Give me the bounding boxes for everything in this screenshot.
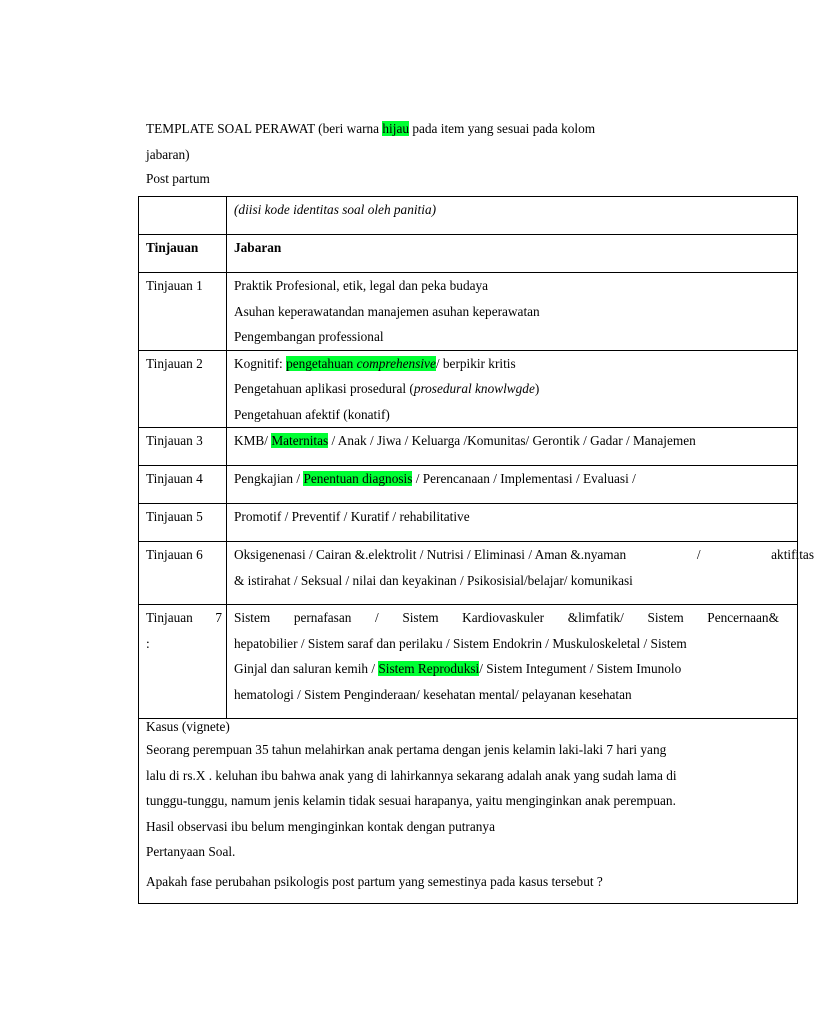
t1-line-2: Asuhan keperawatandan manajemen asuhan keperawatan: [234, 303, 540, 319]
t2-berpikir: / berpikir kritis: [435, 355, 516, 371]
soal-table: [138, 196, 814, 904]
t2-highlight: [286, 356, 436, 371]
tinjauan-5-label: Tinjauan 5: [139, 504, 227, 542]
tinjauan-1-row: [139, 273, 798, 351]
pertanyaan-label: Pertanyaan Soal.: [146, 844, 236, 859]
heading-text-b: pada item yang sesuai pada kolom: [409, 121, 596, 136]
tinjauan-3-row: [139, 428, 798, 466]
tinjauan-1-content: [227, 273, 798, 351]
t3-pre: KMB/: [234, 433, 272, 448]
pertanyaan-text: Apakah fase perubahan psikologis post partum yang semestinya pada kasus tersebut ?: [146, 873, 603, 889]
tinjauan-7-row: [139, 605, 798, 719]
t4-highlight-diagnosis: Penentuan diagnosis: [303, 471, 413, 486]
t6-l1-c: aktifitas: [771, 547, 814, 562]
tinjauan-4-row: [139, 466, 798, 504]
tinjauan-4-label: Tinjauan 4: [139, 466, 227, 504]
kasus-cell: [139, 719, 798, 904]
t2-line-3: Pengetahuan afektif (konatif): [234, 406, 390, 422]
t7-label-line: [146, 605, 222, 631]
t7-w5: &limfatik/: [567, 610, 624, 625]
t1-line-3: Pengembangan professional: [234, 329, 384, 344]
topic-post-partum: Post partum: [146, 171, 210, 186]
id-note: (diisi kode identitas soal oleh panitia): [227, 197, 798, 235]
heading-highlight-hijau: hijau: [382, 121, 409, 136]
t2-l2-post: ): [534, 381, 540, 396]
tinjauan-3-label: Tinjauan 3: [139, 428, 227, 466]
tinjauan-6-label: Tinjauan 6: [139, 542, 227, 605]
kasus-line-1: Seorang perempuan 35 tahun melahirkan anak pertama dengan jenis kelamin laki-laki 7 hari yang: [146, 742, 667, 757]
t7-label-a: Tinjauan: [146, 610, 193, 625]
t2-l2-italic: prosedural knowlwgde: [413, 381, 535, 396]
t3-post: / Anak / Jiwa / Keluarga /Komunitas/ Gerontik / Gadar / Manajemen: [328, 433, 696, 448]
t3-highlight-maternitas: Maternitas: [271, 433, 329, 448]
tinjauan-7-label: [139, 605, 227, 719]
t7-w2: /: [375, 610, 379, 625]
col-header-jabaran: Jabaran: [227, 235, 798, 273]
kasus-row: [139, 719, 798, 904]
t7-w4: Kardiovaskuler: [462, 610, 545, 625]
tinjauan-6-content: [227, 542, 814, 605]
t7-label-b: 7: [215, 610, 222, 625]
col-header-tinjauan: Tinjauan: [139, 235, 227, 273]
tinjauan-6-row: [139, 542, 798, 605]
template-heading: [146, 120, 595, 138]
t4-post: / Perencanaan / Implementasi / Evaluasi /: [412, 471, 636, 486]
kasus-line-2: lalu di rs.X . keluhan ibu bahwa anak yang di lahirkannya sekarang adalah anak yang sudah lama di: [146, 767, 677, 783]
tinjauan-2-label: Tinjauan 2: [139, 350, 227, 428]
t7-highlight-reproduksi: Sistem Reproduksi: [378, 661, 480, 676]
id-cell-empty: [139, 197, 227, 235]
t7-l3-pre: Ginjal dan saluran kemih /: [234, 661, 379, 676]
t6-line-2: & istirahat / Seksual / nilai dan keyakinan / Psikosisial/belajar/ komunikasi: [234, 572, 633, 588]
t7-line-1: [234, 605, 779, 631]
kasus-line-4: Hasil observasi ibu belum menginginkan kontak dengan putranya: [146, 818, 495, 834]
tinjauan-5-row: [139, 504, 798, 542]
t7-line-4: hematologi / Sistem Penginderaan/ kesehatan mental/ pelayanan kesehatan: [234, 686, 632, 702]
id-row: [139, 197, 798, 235]
t2-highlight-a: pengetahuan: [286, 355, 357, 371]
t2-line-1: [234, 351, 797, 377]
t7-w1: pernafasan: [293, 610, 352, 625]
tinjauan-1-label: Tinjauan 1: [139, 273, 227, 351]
t7-w0: Sistem: [234, 610, 271, 625]
header-row: [139, 235, 798, 273]
t4-pre: Pengkajian /: [234, 471, 304, 486]
t7-w6: Sistem: [647, 610, 684, 625]
t2-l2-pre: Pengetahuan aplikasi prosedural (: [234, 381, 414, 396]
t2-highlight-b: comprehensive: [356, 355, 436, 371]
t6-l1-a: Oksigenenasi / Cairan &.elektrolit / Nutrisi / Eliminasi / Aman &.nyaman: [234, 547, 627, 562]
tinjauan-3-content: [227, 428, 798, 466]
t7-w7: Pencernaan&: [707, 610, 779, 625]
t7-line-2: hepatobilier / Sistem saraf dan perilaku / Sistem Endokrin / Muskuloskeletal / Sistem: [234, 635, 687, 651]
t7-label-colon: :: [146, 635, 150, 651]
t7-w3: Sistem: [402, 610, 439, 625]
tinjauan-5-content: Promotif / Preventif / Kuratif / rehabilitative: [227, 504, 798, 542]
tinjauan-2-content: [227, 350, 798, 428]
t2-line-2: [234, 376, 797, 402]
t6-line-1: [234, 542, 814, 568]
kasus-title: Kasus (vignete): [146, 719, 230, 734]
t1-line-1: Praktik Profesional, etik, legal dan peka budaya: [234, 278, 489, 293]
t2-kognitif: Kognitif:: [234, 355, 287, 371]
tinjauan-7-content: [227, 605, 798, 719]
kasus-line-3: tunggu-tunggu, namum jenis kelamin tidak sesuai harapanya, yaitu menginginkan anak perempuan.: [146, 793, 676, 808]
t7-line-3: [234, 656, 797, 682]
heading-continuation: jabaran): [146, 147, 190, 162]
t6-l1-b: /: [696, 547, 701, 562]
tinjauan-2-row: [139, 350, 798, 428]
t7-l3-post: / Sistem Integument / Sistem Imunolo: [479, 661, 682, 676]
tinjauan-4-content: [227, 466, 798, 504]
heading-text-a: TEMPLATE SOAL PERAWAT (beri warna: [146, 121, 383, 136]
